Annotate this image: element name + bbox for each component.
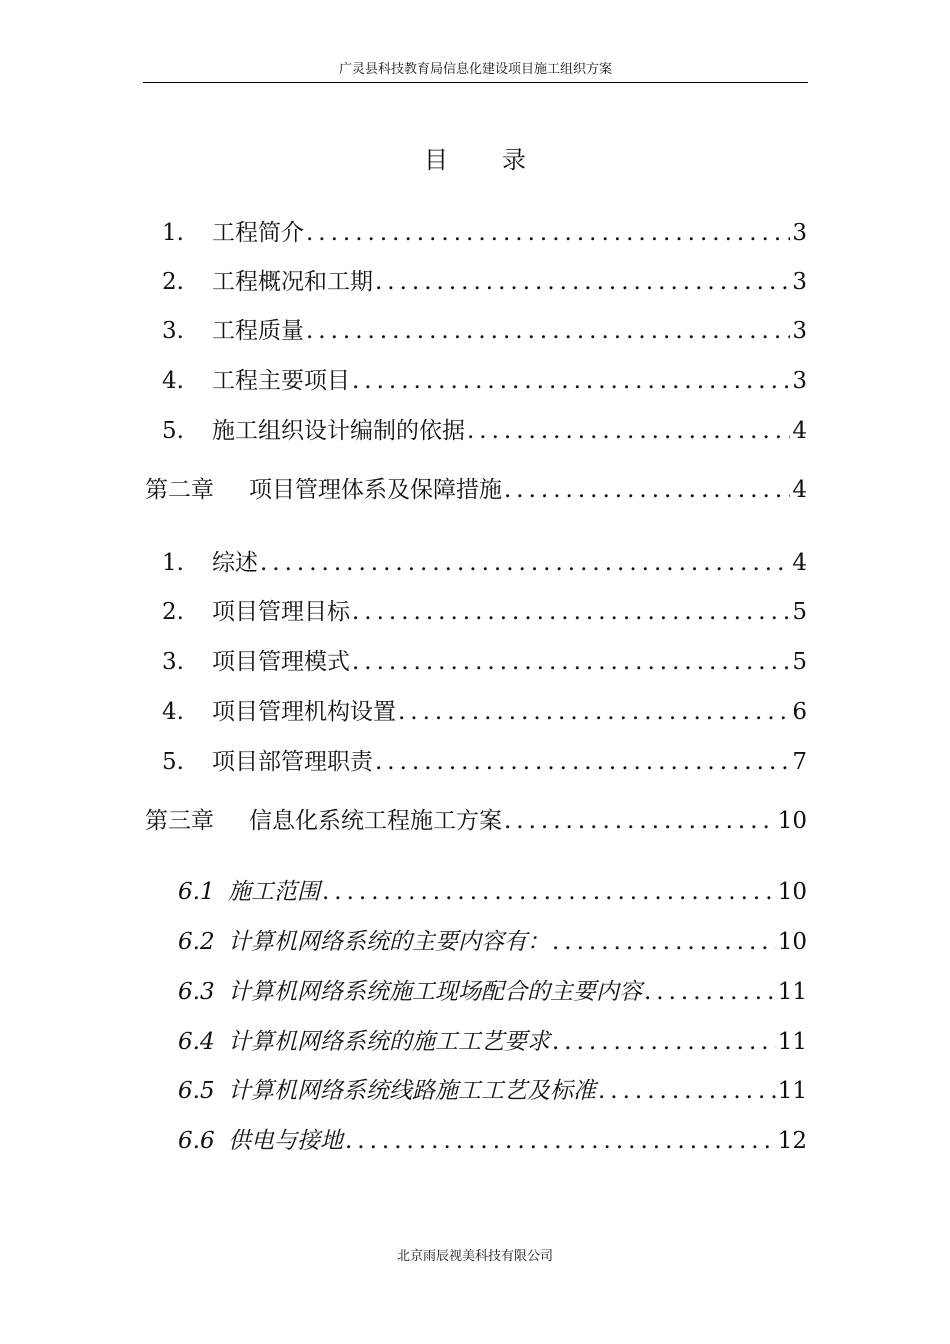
toc-entry[interactable] (162, 695, 807, 729)
dot-leader (322, 875, 776, 909)
toc-entry-number: 2. (162, 599, 184, 625)
toc-entry-title: 工程简介 (212, 220, 304, 246)
toc-entry-page: 12 (777, 1128, 807, 1154)
dot-leader (644, 975, 776, 1009)
toc-subentry[interactable] (178, 975, 807, 1009)
toc-entry[interactable] (162, 745, 807, 779)
toc-entry-title: 项目管理模式 (212, 649, 350, 675)
dot-leader (375, 265, 790, 299)
toc-entry-title: 信息化系统工程施工方案 (249, 808, 502, 834)
toc-entry-page: 10 (777, 929, 807, 955)
toc-entry-number: 1. (162, 550, 184, 576)
page-header: 广灵县科技教育局信息化建设项目施工组织方案 (143, 62, 808, 83)
toc-subentry[interactable] (178, 1124, 807, 1158)
toc-entry[interactable] (162, 265, 807, 299)
toc-title-right: 录 (502, 146, 526, 174)
toc-entry-number: 4. (162, 368, 184, 394)
toc-subentry[interactable] (178, 925, 807, 959)
toc-title-left: 目 (424, 146, 448, 174)
dot-leader (260, 546, 790, 580)
toc-entry-page: 11 (777, 1029, 807, 1055)
toc-entry[interactable] (162, 645, 807, 679)
toc-entry-page: 5 (792, 649, 807, 675)
toc-entry-title: 项目部管理职责 (212, 749, 373, 775)
toc-entry-title: 计算机网络系统的施工工艺要求 (228, 1029, 550, 1055)
dot-leader (398, 695, 790, 729)
dot-leader (306, 216, 790, 250)
toc-entry-page: 3 (792, 269, 807, 295)
toc-entry-title: 工程质量 (212, 318, 304, 344)
toc-entry-title: 计算机网络系统线路施工工艺及标准 (228, 1078, 596, 1104)
dot-leader (504, 804, 776, 838)
dot-leader (598, 1074, 776, 1108)
dot-leader (504, 473, 790, 507)
toc-entry-title: 项目管理机构设置 (212, 699, 396, 725)
toc-subentry[interactable] (178, 875, 807, 909)
toc-entry-title: 计算机网络系统的主要内容有： (228, 929, 550, 955)
toc-chapter-entry[interactable] (145, 473, 807, 507)
toc-entry-title: 施工组织设计编制的依据 (212, 418, 465, 444)
toc-entry-title: 工程主要项目 (212, 368, 350, 394)
toc-entry-page: 11 (777, 1078, 807, 1104)
toc-entry[interactable] (162, 364, 807, 398)
dot-leader (552, 1025, 776, 1059)
toc-entry-page: 4 (792, 550, 807, 576)
toc-entry-number: 6.5 (178, 1078, 215, 1104)
toc-entry-number: 6.6 (178, 1128, 215, 1154)
toc-entry-page: 3 (792, 368, 807, 394)
toc-entry-page: 4 (792, 418, 807, 444)
toc-entry-page: 10 (777, 808, 807, 834)
toc-entry-title: 项目管理体系及保障措施 (249, 477, 502, 503)
toc-entry-page: 11 (777, 979, 807, 1005)
toc-entry[interactable] (162, 546, 807, 580)
dot-leader (467, 414, 790, 448)
toc-entry-page: 4 (792, 477, 807, 503)
toc-entry-number: 3. (162, 318, 184, 344)
toc-entry-number: 6.4 (178, 1029, 215, 1055)
toc-entry-number: 6.3 (178, 979, 215, 1005)
toc-subentry[interactable] (178, 1074, 807, 1108)
toc-chapter-number: 第三章 (145, 808, 214, 834)
toc-entry-page: 10 (777, 879, 807, 905)
toc-entry-title: 工程概况和工期 (212, 269, 373, 295)
toc-subentry[interactable] (178, 1025, 807, 1059)
toc-entry-number: 5. (162, 749, 184, 775)
toc-entry-title: 项目管理目标 (212, 599, 350, 625)
dot-leader (552, 925, 776, 959)
toc-chapter-number: 第二章 (145, 477, 214, 503)
toc-entry-title: 计算机网络系统施工现场配合的主要内容 (228, 979, 642, 1005)
dot-leader (306, 314, 790, 348)
toc-title (0, 143, 950, 177)
toc-chapter-entry[interactable] (145, 804, 807, 838)
dot-leader (375, 745, 790, 779)
toc-entry-page: 7 (792, 749, 807, 775)
dot-leader (352, 595, 790, 629)
toc-entry[interactable] (162, 314, 807, 348)
toc-entry-number: 2. (162, 269, 184, 295)
dot-leader (345, 1124, 776, 1158)
dot-leader (352, 645, 790, 679)
dot-leader (352, 364, 790, 398)
toc-entry-number: 3. (162, 649, 184, 675)
toc-entry-number: 5. (162, 418, 184, 444)
toc-entry[interactable] (162, 216, 807, 250)
toc-entry-page: 3 (792, 220, 807, 246)
toc-entry[interactable] (162, 414, 807, 448)
toc-entry-number: 6.1 (178, 879, 215, 905)
toc-entry-number: 6.2 (178, 929, 215, 955)
toc-entry[interactable] (162, 595, 807, 629)
toc-entry-page: 6 (792, 699, 807, 725)
toc-entry-title: 综述 (212, 550, 258, 576)
toc-entry-title: 施工范围 (228, 879, 320, 905)
toc-entry-title: 供电与接地 (228, 1128, 343, 1154)
toc-entry-number: 1. (162, 220, 184, 246)
page-footer: 北京雨辰视美科技有限公司 (396, 1249, 553, 1264)
toc-entry-page: 5 (792, 599, 807, 625)
toc-entry-page: 3 (792, 318, 807, 344)
toc-entry-number: 4. (162, 699, 184, 725)
